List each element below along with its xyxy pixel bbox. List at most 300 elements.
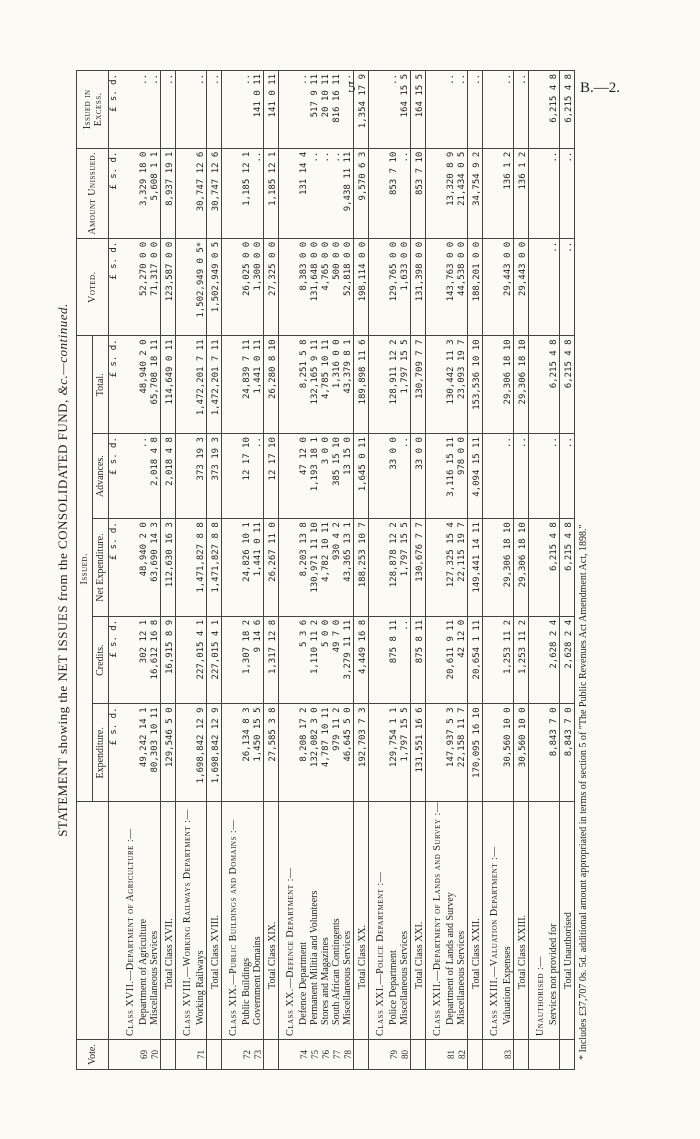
total-net: 188,253 10 7 [354, 518, 369, 616]
amount-net: 24,826 10 1 [241, 518, 252, 616]
amount-excess: .. [445, 70, 456, 148]
total-voted: 29,443 0 0 [514, 238, 529, 336]
total-row [264, 70, 279, 1069]
empty-cell [529, 616, 549, 704]
empty-cell [369, 518, 389, 616]
amount-unissued: 131 14 4 [298, 148, 309, 238]
units-cell: £ s. d. [109, 518, 120, 616]
amount-cred: 49 7 0 [331, 616, 342, 704]
empty-cell [369, 238, 389, 336]
amount-unissued: 1,185 12 1 [241, 148, 252, 238]
total-label: Total Class XX. [354, 801, 369, 1039]
total-row [468, 70, 483, 1069]
total-excess: .. [468, 70, 483, 148]
section-vote-cell [426, 1039, 446, 1069]
empty-cell [222, 616, 242, 704]
amount-cred: 5 3 6 [298, 616, 309, 704]
amount-voted: .. [548, 238, 560, 336]
item-label: Valuation Expenses [502, 801, 514, 1039]
empty-cell [176, 518, 196, 616]
amount-adv: .. [252, 433, 264, 518]
total-adv: 373 19 3 [207, 433, 222, 518]
total-label: Total Class XXIII. [514, 801, 529, 1039]
amount-voted: 1,633 0 0 [399, 238, 411, 336]
total-cred: 2,628 2 4 [560, 616, 575, 704]
amount-exp: 26,134 8 3 [241, 703, 252, 801]
item-label: Miscellaneous Services [456, 801, 468, 1039]
vote-number [548, 1039, 560, 1069]
total-net: 6,215 4 8 [560, 518, 575, 616]
amount-unissued: 3,329 18 0 [138, 148, 149, 238]
total-excess: 6,215 4 8 [560, 70, 575, 148]
empty-cell [176, 616, 196, 704]
total-vote-cell [264, 1039, 279, 1069]
vote-number: 79 [388, 1039, 399, 1069]
empty-cell [279, 433, 299, 518]
empty-cell [176, 148, 196, 238]
empty-cell [483, 335, 503, 433]
empty-cell [119, 335, 138, 433]
total-unissued: 136 1 2 [514, 148, 529, 238]
total-exp: 1,698,842 12 9 [207, 703, 222, 801]
empty-cell [279, 238, 299, 336]
section-heading: Class XVIII.—Working Railways Department :— [176, 801, 196, 1039]
empty-cell [119, 148, 138, 238]
item-label: Miscellaneous Services [399, 801, 411, 1039]
amount-exp: 1,450 15 5 [252, 703, 264, 801]
amount-net: 1,797 15 5 [399, 518, 411, 616]
table-row [342, 70, 354, 1069]
amount-voted: 52,270 0 0 [138, 238, 149, 336]
amount-cred: 5 0 0 [320, 616, 331, 704]
amount-net: 1,441 0 11 [252, 518, 264, 616]
amount-voted: 143,763 0 0 [445, 238, 456, 336]
amount-total: 1,797 15 5 [399, 335, 411, 433]
amount-voted: 29,443 0 0 [502, 238, 514, 336]
amount-total: 43,379 8 1 [342, 335, 354, 433]
amount-cred: 1,307 18 2 [241, 616, 252, 704]
total-exp: 27,585 3 8 [264, 703, 279, 801]
total-unissued: 1,185 12 1 [264, 148, 279, 238]
header-total: Total. [93, 335, 109, 433]
amount-excess: 164 15 5 [399, 70, 411, 148]
total-row [560, 70, 575, 1069]
amount-unissued: 30,747 12 6 [195, 148, 207, 238]
amount-net: 6,215 4 8 [548, 518, 560, 616]
amount-net: 63,690 14 3 [149, 518, 161, 616]
amount-total: 29,306 18 10 [502, 335, 514, 433]
vote-number: 75 [309, 1039, 320, 1069]
amount-excess: .. [502, 70, 514, 148]
amount-adv: 13 15 0 [342, 433, 354, 518]
total-voted: 188,201 0 0 [468, 238, 483, 336]
total-net: 1,471,827 8 8 [207, 518, 222, 616]
amount-adv: 12 17 10 [241, 433, 252, 518]
amount-excess: .. [149, 70, 161, 148]
amount-total: 128,911 12 2 [388, 335, 399, 433]
amount-exp: 132,082 3 0 [309, 703, 320, 801]
amount-exp: 22,158 11 7 [456, 703, 468, 801]
amount-adv: .. [138, 433, 149, 518]
amount-voted: 1,502,949 0 5* [195, 238, 207, 336]
total-exp: 8,843 7 0 [560, 703, 575, 801]
table-row [298, 70, 309, 1069]
amount-voted: 1,300 0 0 [252, 238, 264, 336]
section-heading: Unauthorised :— [529, 801, 549, 1039]
item-label: Police Department [388, 801, 399, 1039]
empty-cell [222, 70, 242, 148]
empty-cell [279, 148, 299, 238]
empty-cell [483, 433, 503, 518]
empty-cell [369, 70, 389, 148]
total-adv: 4,094 15 11 [468, 433, 483, 518]
total-cred: 4,449 16 8 [354, 616, 369, 704]
footnote: * Includes £37,707 0s. 5d. additional amount appropriated in terms of section 5 of "The Public Revenues Act Amendment Act, 1898." [578, 523, 589, 1060]
empty-cell [176, 335, 196, 433]
total-voted: 1,502,949 0 5 [207, 238, 222, 336]
table-row [331, 70, 342, 1069]
section-vote-cell [176, 1039, 196, 1069]
total-unissued: .. [560, 148, 575, 238]
amount-total: 65,708 18 11 [149, 335, 161, 433]
total-voted: 198,114 0 0 [354, 238, 369, 336]
amount-cred: 875 8 11 [388, 616, 399, 704]
total-cred: 1,253 11 2 [514, 616, 529, 704]
section-vote-cell [279, 1039, 299, 1069]
empty-cell [176, 238, 196, 336]
amount-total: 1,441 0 11 [252, 335, 264, 433]
amount-net: 22,115 19 7 [456, 518, 468, 616]
table-row [388, 70, 399, 1069]
section-heading: Class XXI.—Police Department :— [369, 801, 389, 1039]
amount-cred: 2,628 2 4 [548, 616, 560, 704]
header-voted: Voted. [77, 238, 109, 336]
item-label: Services not provided for [548, 801, 560, 1039]
empty-cell [426, 148, 446, 238]
amount-voted: 8,383 0 0 [298, 238, 309, 336]
amount-unissued: .. [548, 148, 560, 238]
item-label: Working Railways [195, 801, 207, 1039]
total-label: Total Unauthorised [560, 801, 575, 1039]
empty-cell [483, 70, 503, 148]
table-row [502, 70, 514, 1069]
total-excess: 164 15 5 [411, 70, 426, 148]
empty-cell [529, 703, 549, 801]
total-adv: 2,018 4 8 [161, 433, 176, 518]
amount-net: 128,878 12 2 [388, 518, 399, 616]
section-heading-row [119, 70, 138, 1069]
amount-voted: 500 0 0 [331, 238, 342, 336]
amount-excess: .. [241, 70, 252, 148]
page-reference: B.—2. [580, 80, 621, 96]
amount-total: 8,251 5 8 [298, 335, 309, 433]
amount-cred: 9 14 6 [252, 616, 264, 704]
item-label: Department of Agriculture [138, 801, 149, 1039]
total-label: Total Class XXII. [468, 801, 483, 1039]
amount-net: 930 4 2 [331, 518, 342, 616]
amount-net: 130,971 11 10 [309, 518, 320, 616]
empty-cell [426, 238, 446, 336]
amount-excess: .. [456, 70, 468, 148]
empty-cell [426, 70, 446, 148]
total-exp: 129,546 5 0 [161, 703, 176, 801]
total-net: 26,267 11 0 [264, 518, 279, 616]
empty-cell [483, 616, 503, 704]
table-row [241, 70, 252, 1069]
amount-unissued: .. [331, 148, 342, 238]
total-total: 153,536 10 10 [468, 335, 483, 433]
empty-cell [529, 433, 549, 518]
item-label: Department of Lands and Survey [445, 801, 456, 1039]
amount-cred: 16,612 16 8 [149, 616, 161, 704]
total-adv: .. [560, 433, 575, 518]
table-row [445, 70, 456, 1069]
total-total: 29,306 18 10 [514, 335, 529, 433]
total-vote-cell [560, 1039, 575, 1069]
amount-voted: 129,765 0 0 [388, 238, 399, 336]
section-vote-cell [369, 1039, 389, 1069]
amount-exp: 147,937 5 3 [445, 703, 456, 801]
total-adv: 12 17 10 [264, 433, 279, 518]
empty-cell [222, 238, 242, 336]
total-row [207, 70, 222, 1069]
header-issued-in-excess: Issued in Excess. [77, 70, 109, 148]
statement-title: STATEMENT showing the NET ISSUES from the CONSOLIDATED FUND, &c.—continued. [55, 302, 70, 837]
total-total: 189,898 11 6 [354, 335, 369, 433]
amount-cred: 3,279 11 11 [342, 616, 354, 704]
total-unissued: 8,937 19 1 [161, 148, 176, 238]
total-net: 149,441 14 11 [468, 518, 483, 616]
section-heading: Class XVII.—Department of Agriculture :— [119, 801, 138, 1039]
section-heading-row [222, 70, 242, 1069]
amount-cred: 227,015 4 1 [195, 616, 207, 704]
vote-number: 81 [445, 1039, 456, 1069]
amount-exp: 30,560 10 0 [502, 703, 514, 801]
header-expenditure: Expenditure. [93, 703, 109, 801]
amount-net: 1,471,827 8 8 [195, 518, 207, 616]
total-excess: 1,354 17 9 [354, 70, 369, 148]
amount-excess: 141 0 11 [252, 70, 264, 148]
amount-exp: 1,797 15 5 [399, 703, 411, 801]
amount-unissued: .. [252, 148, 264, 238]
empty-cell [279, 70, 299, 148]
amount-excess: .. [138, 70, 149, 148]
total-voted: 131,398 0 0 [411, 238, 426, 336]
amount-exp: 4,787 10 11 [320, 703, 331, 801]
empty-cell [119, 703, 138, 801]
rotated-table-container [50, 70, 650, 1070]
total-exp: 131,551 16 6 [411, 703, 426, 801]
item-label: Stores and Magazines [320, 801, 331, 1039]
units-cell: £ s. d. [109, 335, 120, 433]
total-total: 6,215 4 8 [560, 335, 575, 433]
empty-cell [483, 703, 503, 801]
section-vote-cell [119, 1039, 138, 1069]
total-unissued: 30,747 12 6 [207, 148, 222, 238]
header-advances: Advances. [93, 433, 109, 518]
amount-adv: 3 0 0 [320, 433, 331, 518]
section-heading-row [279, 70, 299, 1069]
empty-cell [426, 703, 446, 801]
total-vote-cell [354, 1039, 369, 1069]
header-issued: Issued. [77, 335, 93, 801]
empty-cell [176, 70, 196, 148]
units-cell: £ s. d. [109, 238, 120, 336]
amount-exp: 1,698,842 12 9 [195, 703, 207, 801]
total-unissued: 853 7 10 [411, 148, 426, 238]
amount-unissued: 853 7 10 [388, 148, 399, 238]
amount-adv: .. [399, 433, 411, 518]
total-voted: 27,325 0 0 [264, 238, 279, 336]
empty-cell [483, 148, 503, 238]
item-label: South African Contingents [331, 801, 342, 1039]
amount-adv: 978 0 0 [456, 433, 468, 518]
amount-excess: 816 16 11 [331, 70, 342, 148]
table-row [252, 70, 264, 1069]
total-exp: 192,703 7 3 [354, 703, 369, 801]
vote-number: 72 [241, 1039, 252, 1069]
total-cred: 227,015 4 1 [207, 616, 222, 704]
section-vote-cell [529, 1039, 549, 1069]
total-label: Total Class XXI. [411, 801, 426, 1039]
total-adv: 1,645 0 11 [354, 433, 369, 518]
total-cred: 20,654 1 11 [468, 616, 483, 704]
total-net: 29,306 18 10 [514, 518, 529, 616]
empty-cell [483, 238, 503, 336]
amount-unissued: 136 1 2 [502, 148, 514, 238]
amount-total: 48,940 2 0 [138, 335, 149, 433]
total-unissued: 34,754 9 2 [468, 148, 483, 238]
table-row [320, 70, 331, 1069]
amount-cred: .. [399, 616, 411, 704]
empty-cell [426, 518, 446, 616]
amount-unissued: 9,438 11 11 [342, 148, 354, 238]
amount-adv: .. [548, 433, 560, 518]
table-row [149, 70, 161, 1069]
total-excess: .. [207, 70, 222, 148]
empty-cell [279, 703, 299, 801]
amount-unissued: .. [399, 148, 411, 238]
amount-adv: 47 12 0 [298, 433, 309, 518]
header-amount-unissued: Amount Unissued. [77, 148, 109, 238]
amount-cred: 20,611 9 11 [445, 616, 456, 704]
section-heading: Class XX.—Defence Department :— [279, 801, 299, 1039]
units-vote-cell [109, 1039, 120, 1069]
amount-total: 23,093 19 7 [456, 335, 468, 433]
amount-exp: 46,645 5 0 [342, 703, 354, 801]
amount-adv: 385 15 10 [331, 433, 342, 518]
empty-cell [279, 616, 299, 704]
empty-cell [529, 238, 549, 336]
total-row [161, 70, 176, 1069]
section-vote-cell [483, 1039, 503, 1069]
amount-excess: .. [195, 70, 207, 148]
amount-exp: 8,208 17 2 [298, 703, 309, 801]
total-cred: 16,915 8 9 [161, 616, 176, 704]
units-cell: £ s. d. [109, 70, 120, 148]
total-vote-cell [468, 1039, 483, 1069]
amount-unissued: 21,434 0 5 [456, 148, 468, 238]
total-cred: 875 8 11 [411, 616, 426, 704]
amount-exp: 49,242 14 1 [138, 703, 149, 801]
units-desc-cell [109, 801, 120, 1039]
total-excess: 141 0 11 [264, 70, 279, 148]
amount-net: 127,325 15 4 [445, 518, 456, 616]
total-excess: .. [161, 70, 176, 148]
amount-voted: 131,648 0 0 [309, 238, 320, 336]
header-net-expenditure: Net Expenditure. [93, 518, 109, 616]
units-cell: £ s. d. [109, 703, 120, 801]
item-label: Miscellaneous Services [149, 801, 161, 1039]
empty-cell [222, 703, 242, 801]
table-row [399, 70, 411, 1069]
amount-total: 132,165 9 11 [309, 335, 320, 433]
table-row [456, 70, 468, 1069]
page-number: 5 [348, 80, 356, 96]
total-row [354, 70, 369, 1069]
total-total: 130,709 7 7 [411, 335, 426, 433]
amount-excess: .. [298, 70, 309, 148]
amount-net: 4,782 10 11 [320, 518, 331, 616]
total-total: 26,280 8 10 [264, 335, 279, 433]
empty-cell [529, 148, 549, 238]
section-heading-row [529, 70, 549, 1069]
section-heading: Class XXIII.—Valuation Department :— [483, 801, 503, 1039]
empty-cell [369, 148, 389, 238]
empty-cell [529, 335, 549, 433]
amount-cred: 302 12 1 [138, 616, 149, 704]
amount-voted: 71,317 0 0 [149, 238, 161, 336]
amount-cred: 1,110 11 2 [309, 616, 320, 704]
vote-number: 73 [252, 1039, 264, 1069]
section-heading-row [426, 70, 446, 1069]
item-label: Permanent Militia and Volunteers [309, 801, 320, 1039]
total-adv: 33 0 0 [411, 433, 426, 518]
total-vote-cell [161, 1039, 176, 1069]
amount-unissued: .. [320, 148, 331, 238]
amount-exp: 129,754 1 1 [388, 703, 399, 801]
total-unissued: 9,570 6 3 [354, 148, 369, 238]
total-voted: .. [560, 238, 575, 336]
amount-total: 1,316 0 0 [331, 335, 342, 433]
empty-cell [426, 616, 446, 704]
total-net: 112,630 16 3 [161, 518, 176, 616]
empty-cell [119, 616, 138, 704]
amount-excess: 517 9 11 [309, 70, 320, 148]
vote-number: 69 [138, 1039, 149, 1069]
total-label: Total Class XVII. [161, 801, 176, 1039]
empty-cell [369, 335, 389, 433]
item-label: Public Buildings [241, 801, 252, 1039]
amount-net: 48,940 2 0 [138, 518, 149, 616]
section-vote-cell [222, 1039, 242, 1069]
units-cell: £ s. d. [109, 433, 120, 518]
amount-exp: 80,303 10 11 [149, 703, 161, 801]
total-vote-cell [207, 1039, 222, 1069]
amount-voted: 44,538 0 0 [456, 238, 468, 336]
amount-unissued: .. [309, 148, 320, 238]
total-net: 130,676 7 7 [411, 518, 426, 616]
empty-cell [369, 433, 389, 518]
amount-net: 43,365 13 1 [342, 518, 354, 616]
amount-adv: 373 19 3 [195, 433, 207, 518]
amount-total: 1,472,201 7 11 [195, 335, 207, 433]
total-label: Total Class XIX. [264, 801, 279, 1039]
amount-excess: .. [388, 70, 399, 148]
amount-adv: 1,193 18 1 [309, 433, 320, 518]
amount-voted: 26,025 0 0 [241, 238, 252, 336]
empty-cell [369, 616, 389, 704]
